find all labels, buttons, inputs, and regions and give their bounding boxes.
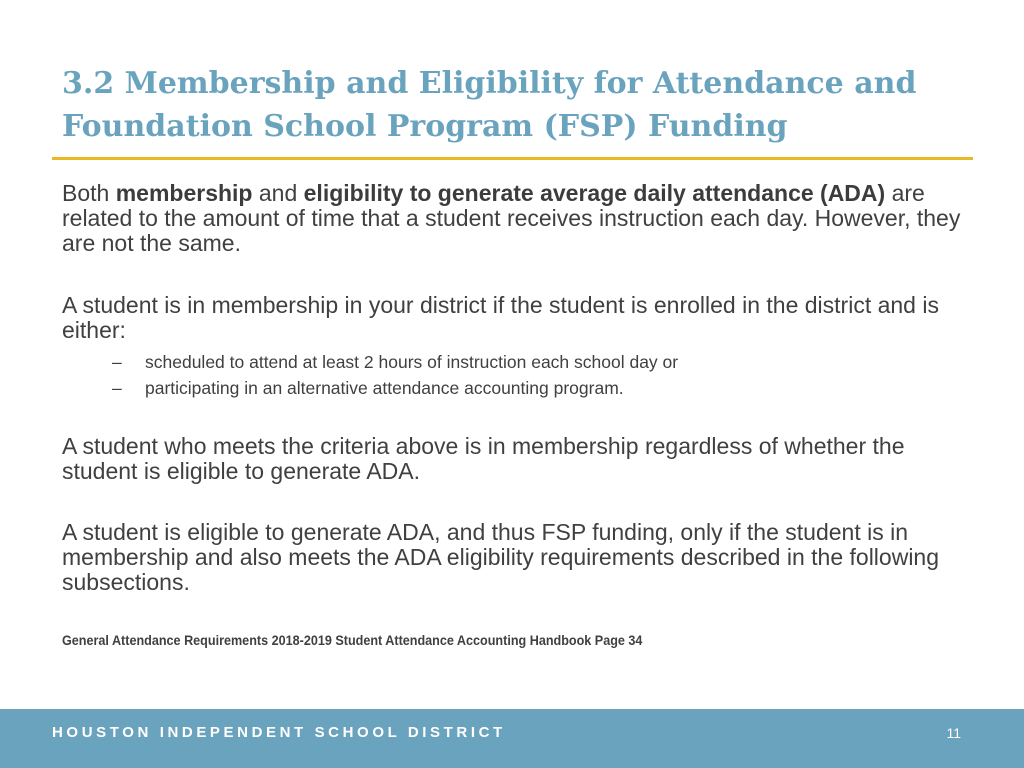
list-item (112, 349, 972, 375)
list-item-text: scheduled to attend at least 2 hours of instruction each school day or (145, 352, 679, 372)
title-divider (52, 157, 973, 160)
dash-bullet: – (112, 378, 122, 398)
slide-title-line-1: 3.2 Membership and Eligibility for Attendance and (62, 66, 917, 101)
paragraph-membership-regardless: A student who meets the criteria above is in membership regardless of whether the student is eligible to generate ADA. (62, 433, 905, 484)
slide-title (62, 62, 962, 148)
intro-bold-eligibility: eligibility to generate average daily attendance (ADA) (303, 180, 886, 206)
paragraph-membership: A student is in membership in your district if the student is enrolled in the district and is either: (62, 292, 939, 343)
district-name: HOUSTON INDEPENDENT SCHOOL DISTRICT (52, 724, 506, 741)
page-number: 11 (946, 725, 961, 741)
dash-bullet: – (112, 352, 122, 372)
paragraph-ada-eligibility: A student is eligible to generate ADA, and thus FSP funding, only if the student is in membership and also meets the ADA eligibility requirements described in the following subsections. (62, 519, 940, 595)
intro-text-3: are related to the amount of time that a student receives instruction each day. However, they are not the same. (62, 180, 961, 256)
list-item (112, 375, 972, 401)
footer-bar (0, 709, 1024, 768)
membership-criteria-list (62, 349, 972, 401)
intro-bold-membership: membership (115, 180, 253, 206)
paragraph-intro (62, 181, 972, 256)
list-item-text: participating in an alternative attendance accounting program. (145, 378, 624, 398)
intro-text-2: and (252, 180, 304, 206)
intro-text-1: Both (62, 180, 116, 206)
source-citation: General Attendance Requirements 2018-2019 Student Attendance Accounting Handbook Page 34 (62, 632, 643, 648)
slide-body (62, 181, 972, 649)
slide-title-line-2: Foundation School Program (FSP) Funding (62, 109, 788, 144)
